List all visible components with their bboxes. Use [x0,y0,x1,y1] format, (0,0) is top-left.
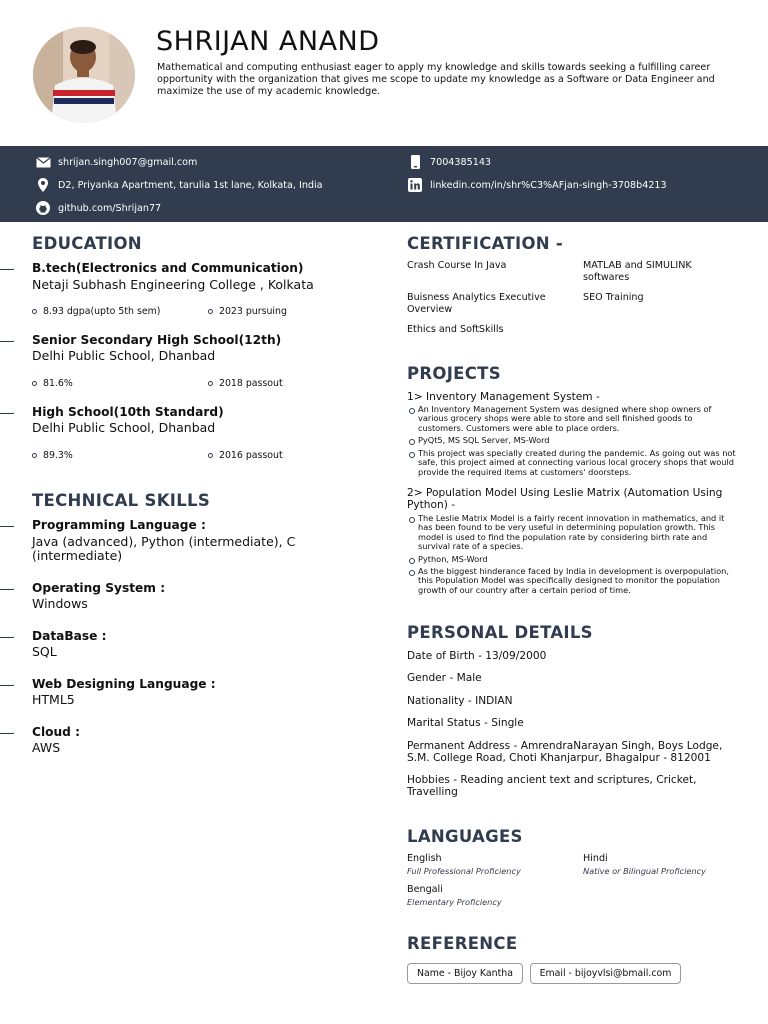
reference-email-tag[interactable]: Email - bijoyvlsi@bmail.com [530,963,681,984]
education-marker [0,341,14,342]
education-score: 8.93 dgpa(upto 5th sem) [32,306,160,317]
bullet-circle-icon [208,309,213,314]
education-degree: B.tech(Electronics and Communication) [32,261,304,275]
education-marker [0,413,14,414]
language-level: Full Professional Proficiency [407,866,521,876]
project-bullet: The Leslie Matrix Model is a fairly recent innovation in mathematics, and it has been found to be very useful in determining population growth. This model is used to find the population rate by considering birth rate and survival rate of a species. [418,514,736,552]
certification-item: Ethics and SoftSkills [407,324,504,335]
skill-name: Web Designing Language : [32,677,216,691]
certification-heading: CERTIFICATION - [407,234,564,253]
project-title: 2> Population Model Using Leslie Matrix (Automation Using Python) - [407,487,723,511]
skill-marker [0,733,14,734]
skill-marker [0,685,14,686]
education-score: 89.3% [32,450,73,461]
contact-band [0,146,768,222]
education-marker [0,269,14,270]
personal-hobbies: Hobbies - Reading ancient text and scriptures, Cricket, Travelling [407,774,697,798]
contact-phone[interactable] [406,155,491,169]
envelope-icon [34,155,52,169]
skill-value: AWS [32,740,61,755]
skill-name: DataBase : [32,629,107,643]
certification-item: SEO Training [583,292,644,303]
skill-marker [0,589,14,590]
address-text: D2, Priyanka Apartment, tarulia 1st lane, Kolkata, India [58,179,323,191]
skill-value: SQL [32,644,57,659]
project-bullet: Python, MS-Word [418,555,736,564]
skill-name: Cloud : [32,725,81,739]
project-bullet: As the biggest hinderance faced by India in development is overpopulation, this Population Model was specifically designed to monitor the population growth of our country after a certain period of time. [418,567,736,595]
bullet-circle-icon [32,453,37,458]
bullet-circle-icon [208,381,213,386]
education-school: Delhi Public School, Dhanbad [32,348,216,363]
phone-icon [406,155,424,169]
contact-address [34,178,323,192]
reference-heading: REFERENCE [407,934,518,953]
bullet-circle-icon [208,453,213,458]
certification-item: Buisness Analytics Executive Overview [407,292,546,315]
contact-email[interactable] [34,155,197,169]
career-summary: Mathematical and computing enthusiast eager to apply my knowledge and skills towards seeking a fulfilling career opportunity with the organization that gives me scope to update my knowledge as a Software or Data Engineer and maximize the use of my academic knowledge. [157,62,715,97]
skill-value: HTML5 [32,692,75,707]
contact-linkedin[interactable] [406,178,667,192]
personal-gender: Gender - Male [407,672,482,684]
candidate-name: SHRIJAN ANAND [156,26,380,57]
bullet-circle-icon [32,381,37,386]
github-text[interactable]: github.com/Shrijan77 [58,202,162,214]
personal-address: Permanent Address - AmrendraNarayan Singh, Boys Lodge, S.M. College Road, Choti Khanjarpur, Bhagalpur - 812001 [407,740,723,764]
personal-marital-status: Marital Status - Single [407,717,524,729]
languages-heading: LANGUAGES [407,827,523,846]
skill-name: Programming Language : [32,518,206,532]
project-bullet: This project was specially created during the pandemic. As going out was not safe, this project aimed at connecting various local grocery shops that would provide the required items at customers' doorsteps. [418,448,736,477]
linkedin-icon [406,178,424,192]
projects-heading: PROJECTS [407,364,501,383]
education-school: Delhi Public School, Dhanbad [32,420,216,435]
separator-dot: . [32,296,34,301]
education-school: Netaji Subhash Engineering College , Kolkata [32,277,314,292]
skill-name: Operating System : [32,581,166,595]
education-year: 2018 passout [208,378,283,389]
contact-github[interactable] [34,201,161,215]
phone-text[interactable]: 7004385143 [430,156,492,168]
project-bullet: An Inventory Management System was designed where shop owners of various grocery shops were able to store and sell finished goods to customers. Customers were able to place orders. [418,405,736,433]
skill-value: Windows [32,596,88,611]
language-level: Elementary Proficiency [407,897,502,907]
project-bullet: PyQt5, MS SQL Server, MS-Word [418,436,736,445]
personal-nationality: Nationality - INDIAN [407,695,513,707]
language-level: Native or Bilingual Proficiency [583,866,706,876]
language-name: Bengali [407,884,443,895]
profile-photo [33,27,135,123]
skill-value: Java (advanced), Python (intermediate), C (intermediate) [32,534,296,563]
education-degree: High School(10th Standard) [32,405,224,419]
education-degree: Senior Secondary High School(12th) [32,333,282,347]
personal-heading: PERSONAL DETAILS [407,623,593,642]
separator-dot: . [32,367,34,372]
skill-marker [0,637,14,638]
language-name: Hindi [583,853,608,864]
email-text[interactable]: shrijan.singh007@gmail.com [58,156,198,168]
resume-header [0,0,768,146]
skills-heading: TECHNICAL SKILLS [32,491,211,510]
education-year: 2023 pursuing [208,306,287,317]
github-icon [34,201,52,215]
location-pin-icon [34,178,52,192]
skill-marker [0,526,14,527]
education-year: 2016 passout [208,450,283,461]
education-score: 81.6% [32,378,73,389]
language-name: English [407,853,442,864]
certification-item: Crash Course In Java [407,260,507,271]
certification-item: MATLAB and SIMULINK softwares [583,260,692,283]
project-title: 1> Inventory Management System - [407,391,600,403]
personal-dob: Date of Birth - 13/09/2000 [407,650,547,662]
linkedin-text[interactable]: linkedin.com/in/shr%C3%AFjan-singh-3708b4213 [430,179,667,191]
profile-photo-illustration [33,27,135,123]
separator-dot: . [32,439,34,444]
reference-name-tag: Name - Bijoy Kantha [407,963,523,984]
bullet-circle-icon [32,309,37,314]
education-heading: EDUCATION [32,234,142,253]
